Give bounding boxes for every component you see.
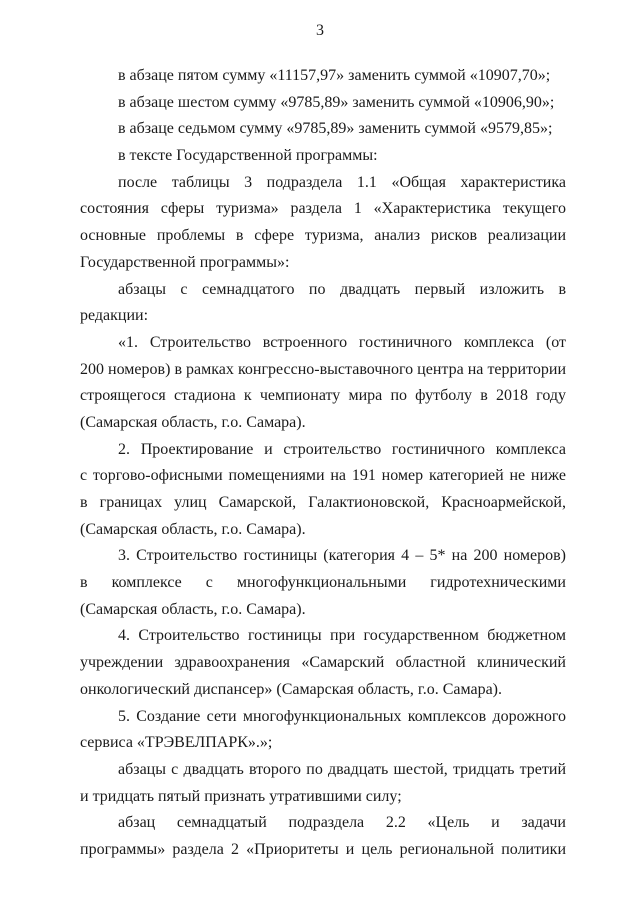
text-line: в абзаце шестом сумму «9785,89» заменить суммой «10906,90»; — [118, 93, 555, 111]
text-line: в тексте Государственной программы: — [118, 147, 378, 165]
text-line: после таблицы 3 подраздела 1.1 «Общая характеристика — [118, 173, 566, 191]
page-number: 3 — [316, 22, 324, 39]
text-line: абзац семнадцатый подраздела 2.2 «Цель и задачи — [118, 814, 566, 832]
text-line: в комплексе с многофункциональными гидротехническими — [80, 574, 566, 592]
text-line: онкологический диспансер» (Самарская область, г.о. Самара). — [80, 680, 503, 698]
text-line: строящегося стадиона к чемпионату мира по футболу в 2018 году — [80, 387, 566, 405]
text-line: в абзаце пятом сумму «11157,97» заменить суммой «10907,70»; — [118, 67, 551, 84]
document-body — [80, 63, 566, 864]
text-line: основные проблемы в сфере туризма, анализ рисков реализации — [80, 227, 566, 245]
text-line: в границах улиц Самарской, Галактионовской, Красноармейской, — [80, 494, 566, 511]
text-line: (Самарская область, г.о. Самара). — [80, 600, 306, 618]
text-line: с торгово-офисными помещениями на 191 номер категорией не ниже — [80, 467, 566, 485]
text-line: абзацы с двадцать второго по двадцать шестой, тридцать третий — [118, 760, 566, 778]
text-line: сервиса «ТРЭВЕЛПАРК».»; — [80, 734, 273, 752]
text-line: 4. Строительство гостиницы при государственном бюджетном — [118, 627, 566, 645]
text-line: абзацы с семнадцатого по двадцать первый изложить в — [118, 280, 566, 298]
text-line: 2. Проектирование и строительство гостиничного комплекса — [118, 440, 566, 458]
text-line: и тридцать пятый признать утратившими силу; — [80, 787, 402, 805]
text-line: учреждении здравоохранения «Самарский областной клинический — [80, 654, 566, 672]
text-line: 3. Строительство гостиницы (категория 4 – 5* на 200 номеров) — [118, 547, 566, 565]
text-line: программы» раздела 2 «Приоритеты и цель региональной политики — [80, 840, 566, 858]
text-line: 5. Создание сети многофункциональных комплексов дорожного — [118, 707, 566, 725]
text-line: состояния сферы туризма» раздела 1 «Характеристика текущего — [80, 200, 566, 218]
text-line: «1. Строительство встроенного гостиничного комплекса (от — [118, 333, 566, 351]
text-line: в абзаце седьмом сумму «9785,89» заменить суммой «9579,85»; — [118, 120, 553, 138]
text-line: Государственной программы»: — [80, 253, 290, 271]
text-line: редакции: — [80, 307, 149, 325]
text-line: 200 номеров) в рамках конгрессно-выставочного центра на территории — [80, 360, 566, 378]
text-line: (Самарская область, г.о. Самара). — [80, 520, 306, 538]
text-line: (Самарская область, г.о. Самара). — [80, 413, 306, 431]
